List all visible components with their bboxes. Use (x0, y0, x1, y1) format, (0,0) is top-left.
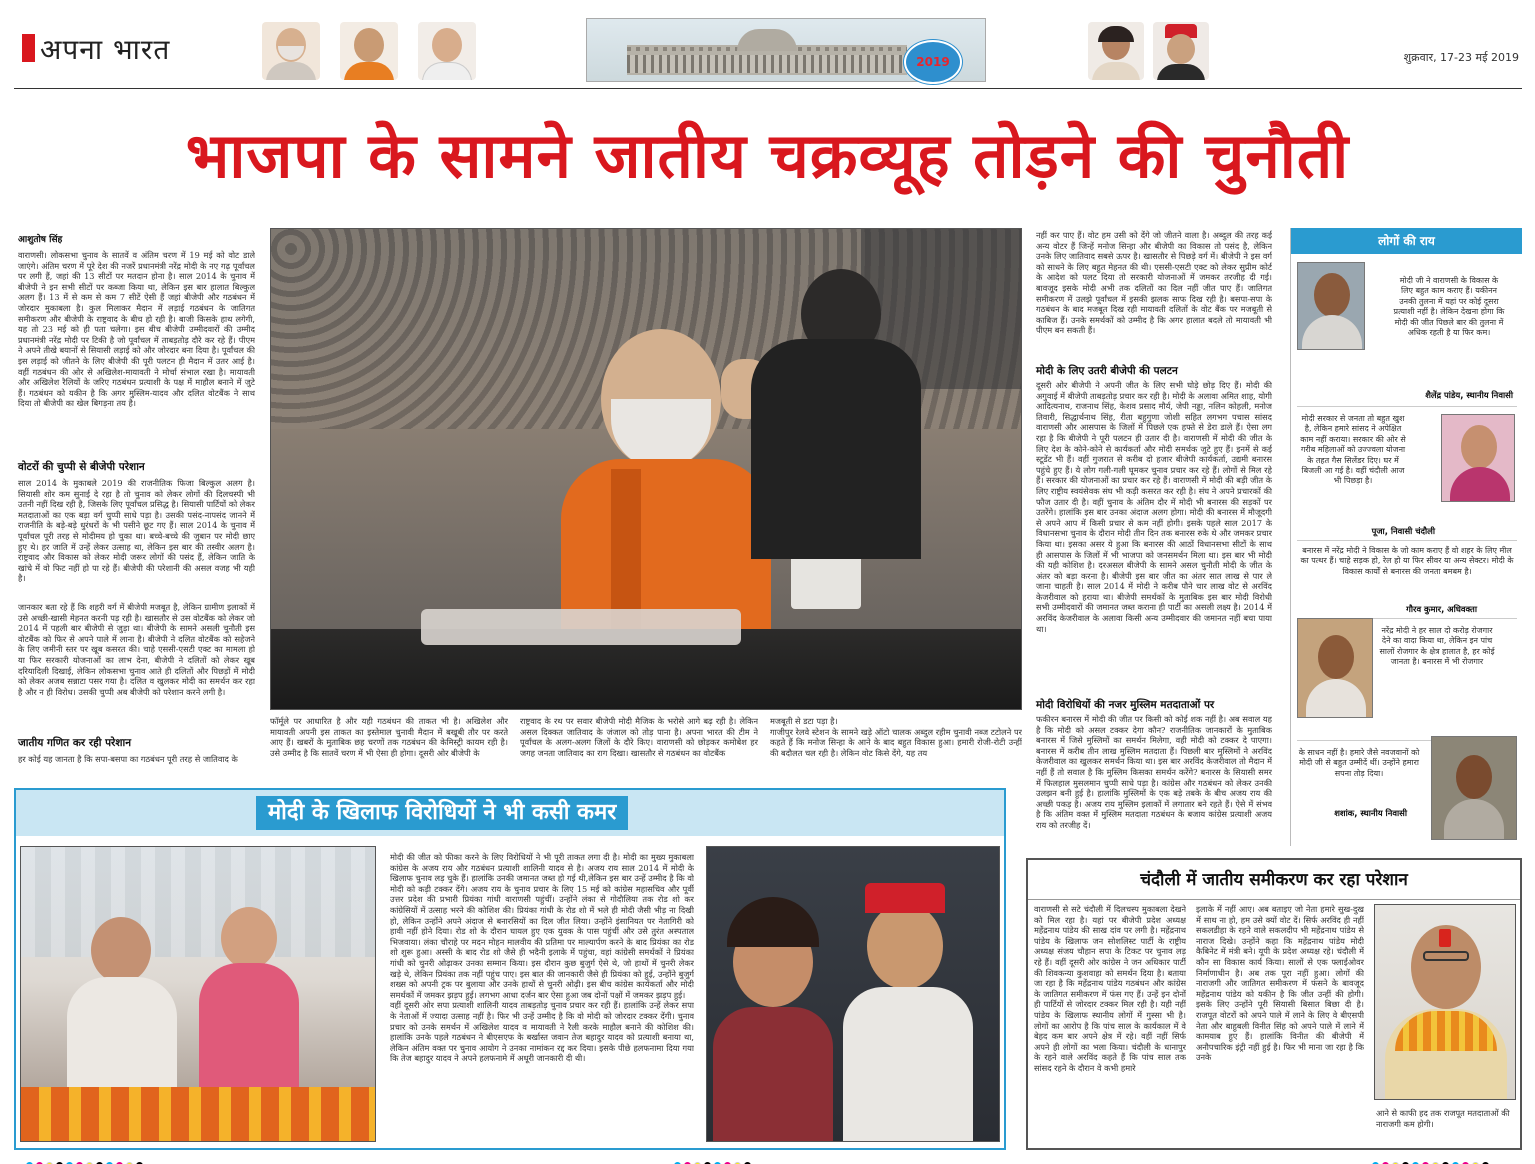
opinion-name-2: पूजा, निवासी चंदौली (1371, 526, 1435, 536)
leader-photo-2 (340, 22, 398, 80)
priyanka-roadshow-photo (20, 846, 376, 1142)
main-col1-para4: हर कोई यह जानता है कि सपा-बसपा का गठबंधन पूरी तरह से जातिवाद के (18, 754, 238, 764)
leader-photo-4 (1088, 22, 1144, 80)
opposition-title-band (16, 790, 1004, 836)
opinion-name-3: गौरव कुमार, अधिवक्ता (1406, 604, 1477, 614)
main-col3-para3: फकीरन बनारस में मोदी की जीत पर किसी को कोई शक नहीं है। अब सवाल यह है कि मोदी को असल टक्कर देगा कौन? राजनीतिक जानकारों के मुताबिक बनारस में जिसे मुस्लिमों का समर्थन मिलेगा, वही मोदी को टक्कर दे पाएगा। बनारस में करीब तीन लाख मुस्लिम मतदाता हैं। पिछली बार मुस्लिमों ने अरविंद केजरीवाल का खुलकर समर्थन किया था। इस बार अरविंद केजरीवाल तो मैदान में नहीं हैं तो सवाल है कि मुस्लिम किसका समर्थन करेंगे? बनारस के सियासी समर में फिलहाल मुसलमान चुप्पी साधे पड़ा है। कांग्रेस और गठबंधन को लेकर उनकी उलझन बनी हुई है। हालांकि मुस्लिमों के एक बड़े तबके के बीच अजय राय की अच्छी पकड़ है। अजय राय मुस्लिम इलाकों में लगातार बने रहते हैं। ऐसे में संभव है कि अंतिम वक्त में मुस्लिम मतदाता गठबंधन के बजाय कांग्रेस प्रत्याशी अजय राय को तरजीह दें। (1036, 714, 1272, 830)
main-col1-para3: जानकार बता रहे हैं कि शहरी वर्ग में बीजेपी मजबूत है, लेकिन ग्रामीण इलाकों में उसे अच्छी-खासी मेहनत करनी पड़ रही है। खासतौर से उस वोटबैंक को लेकर जो 2014 में पहली बार बीजेपी से जुड़ा था। बीजेपी के सामने असली चुनौती इस वोटबैंक को फिर से अपने पाले में लाना है। बीजेपी ने दलित वोटबैंक को सहेजने के लिए जमीनी स्तर पर खूब कसरत की। चाहे एससी-एसटी एक्ट का मामला हो या फिर सरकारी योजनाओं का लाभ देना, बीजेपी ने दलितों को लेकर खूब दरियादिली दिखाई, लेकिन लोकसभा चुनाव आते ही दलितों और पिछड़ों में मोदी को लेकर अजब सन्नाटा पसर गया है। दलित व खुलकर मोदी का समर्थन कर रहा है और न ही विरोध। उसकी चुप्पी अब बीजेपी को परेशान करने लगी है। (18, 602, 255, 697)
brand-name: अपना भारत (40, 33, 171, 66)
chandauli-caption: आने से काफी हद तक राजपूत मतदाताओं की नाराजगी कम होगी। (1376, 1108, 1510, 1129)
chandauli-col2: इलाके में नहीं आए। अब बताइए जो नेता हमारे सुख-दुख में साथ ना हो, हम उसे क्यों वोट दें। सिर्फ अरविंद ही नहीं सकलडीहा के रहने वाले सकलदीप भी महेंद्रनाथ पांडेय से नाराज दिखे। उन्होंने कहा कि महेंद्रनाथ पांडेय मोदी कैबिनेट में मंत्री बने। यूपी के प्रदेश अध्यक्ष रहे। चंदौली में कौन सा विकास कार्य किया। सालों से एक फ्लाईओवर निर्माणाधीन है। अब तक पूरा नहीं हुआ। लोगों की नाराजगी और जातिगत समीकरण में फंसने के बावजूद महेंद्रनाथ पांडेय को यकीन है कि जीत उन्हीं की होगी। इसके लिए उन्होंने पूरी सियासी बिसात बिछा दी है। राजपूत वोटरों को अपने पाले में लाने के लिए वे बीएसपी नेता और बाहुबली विनीत सिंह को अपने पाले में लाने में कामयाब हुए हैं। हालांकि विनीत की बीजेपी में अनौपचारिक इंट्री नहीं हुई है। फिर भी माना जा रहा है कि उनके (1196, 904, 1364, 1063)
opinion-quote-1: मोदी जी ने वाराणसी के विकास के लिए बहुत काम कराए हैं। यकीनन उनकी तुलना में यहां पर कोई दूसरा प्रत्याशी नहीं है। लेकिन देखना होगा कि मोदी की जीत पिछले बार की तुलना में अधिक रहती है या फिर कम। (1393, 276, 1505, 338)
main-strip-b: राष्ट्रवाद के रथ पर सवार बीजेपी मोदी मैजिक के भरोसे आगे बढ़ रही है। लेकिन असल दिक्कत जातिवाद के जंजाल को तोड़ पाना है। अपना भारत की टीम ने पूर्वांचल के अलग-अलग जिलों के दौरे किए। वाराणसी को छोड़कर कमोबेश हर जगह जनता जातिवाद का राग दिखा। खासतौर से गठबंधन का वोटबैंक (520, 716, 758, 758)
opinion-rule-2 (1297, 540, 1517, 541)
registration-marks-left (26, 1154, 146, 1162)
opinion-quote-3: बनारस में नरेंद्र मोदी ने विकास के जो काम कराए हैं वो शहर के लिए मील का पत्थर हैं। चाहे सड़क हो, रेल हो या फिर सीवर या अन्य सेक्टर। मोदी के विकास कार्यों से बनारस की जनता बमबम है। (1300, 546, 1514, 576)
chandauli-col1: वाराणसी से सटे चंदौली में दिलचस्प मुकाबला देखने को मिल रहा है। यहां पर बीजेपी प्रदेश अध्यक्ष महेंद्रनाथ पांडेय की साख दांव पर लगी है। महेंद्रनाथ पांडेय के खिलाफ जन सोशलिस्ट पार्टी के राष्ट्रीय अध्यक्ष संजय चौहान सपा के टिकट पर चुनाव लड़ रहे हैं। वहीं दूसरी ओर कांग्रेस ने जन अधिकार पार्टी की शिवकन्या कुशवाहा को समर्थन दिया है। बताया जा रहा है कि महेंद्रनाथ पांडेय गठबंधन और कांग्रेस के जातिगत समीकरण में फंस गए हैं। उन्हें इन दोनों ही पार्टियों से जोरदार टक्कर मिल रही है। यही नहीं पांडेय के खिलाफ स्थानीय लोगों में गुस्सा भी है। लोगों का आरोप है कि पांच साल के कार्यकाल में वे बेहद कम बार अपने क्षेत्र में रहे। वहीं नहीं सिर्फ अपने ही लोगों का भला किया। चंदौली के धानापुर के रहने वाले अरविंद कहते हैं कि पांच साल तक सांसद रहने के दौरान वे कभी हमारे (1034, 904, 1186, 1073)
akhilesh-shalini-photo (706, 846, 1000, 1142)
main-strip-a: फॉर्मूले पर आधारित है और यही गठबंधन की ताकत भी है। अखिलेश और मायावती अपनी इस ताकत का इस्तेमाल चुनावी मैदान में बखूबी तौर पर करते आए हैं। खबरों के मुताबिक छह चरणों तक गठबंधन की केमिस्ट्री कायम रही है। उसे उम्मीद है कि सातवें चरण में भी ऐसा ही होगा। दूसरी ओर बीजेपी के (270, 716, 508, 758)
subhead-muslim-voters: मोदी विरोधियों की नजर मुस्लिम मतदाताओं पर (1036, 699, 1215, 711)
subhead-caste-math: जातीय गणित कर रही परेशान (18, 737, 132, 749)
main-photo-modi-roadshow (270, 228, 1022, 710)
opinions-panel (1290, 228, 1522, 846)
opinions-title: लोगों की राय (1291, 228, 1522, 254)
leader-photo-5 (1153, 22, 1209, 80)
mahendranath-pandey-photo (1374, 904, 1516, 1100)
leader-photo-1 (262, 22, 320, 80)
masthead-rule (14, 88, 1522, 89)
opinion-photo-2 (1441, 414, 1515, 502)
main-strip-c: मजबूती से डटा पड़ा है। गाजीपुर रेलवे स्टेशन के सामने खड़े ऑटो चालक अब्दुल रहीम चुनावी नब्ज टटोलने पर कहते हैं कि मनोज सिन्हा के आने के बाद बहुत विकास हुआ। हमारी रोजी-रोटी उन्हीं की बदौलत चल रही है। लेकिन वोट किसे देंगे, यह तय (770, 716, 1022, 758)
subhead-bjp-platoon: मोदी के लिए उतरी बीजेपी की पलटन (1036, 365, 1178, 377)
opposition-text: मोदी की जीत को फीका करने के लिए विरोधियों ने भी पूरी ताकत लगा दी है। मोदी का मुख्य मुकाबला कांग्रेस के अजय राय और गठबंधन प्रत्याशी शालिनी यादव से है। अजय राय साल 2014 में मोदी के खिलाफ चुनाव लड़ चुके हैं। हालांकि उनकी जमानत जब्त हो गई थी,लेकिन इस बार उन्हें उम्मीद है कि वो मोदी को कड़ी टक्कर देंगे। अजय राय के चुनाव प्रचार के लिए 15 मई को कांग्रेस महासचिव और पूर्वी उत्तर प्रदेश की प्रभारी प्रियंका गांधी वाराणसी पहुंचीं। उन्होंने लंका से गोदौलिया तक रोड शो कर कांग्रेसियों में उत्साह भरने की कोशिश की। प्रियंका गांधी के रोड शो में भले ही मोदी जैसी भीड़ ना दिखी हो, लेकिन उन्होंने अपने अंदाज से बनारसियों का दिल जीत लिया। उन्होंने इंसानियत पर नेतागिरी को हावी नहीं होने दिया। रोड शो के दौरान घायल हुए एक युवक के पास पहुंचीं और उसे तुरंत अस्पताल भिजवाया। लंका चौराहे पर मदन मोहन मालवीय की प्रतिमा पर माल्यार्पण करने के बाद प्रियंका का रोड शो शुरू हुआ। अस्सी के बाद रोड शो जैसे ही भदैनी इलाके में पहुंचा, वहां कांग्रेसी समर्थकों ने प्रियंका गांधी को चुनरी ओढ़ाकर उनका सम्मान किया। इस दौरान कुछ बुजुर्ग ऐसे थे, जो हाथों में चुनरी लेकर खड़े थे, लेकिन प्रियंका तक नहीं पहुंच पाए। इस बात की जानकारी जैसे ही प्रियंका को हुई, उन्होंने बुजुर्ग शख्स को अपनी ट्रक पर बुलाया और उनके हाथों से चुनरी ओढ़ी। इस बीच कांग्रेस कार्यकर्ता और मोदी समर्थकों में जमकर झड़प हुई। लगभग आधा दर्जन बार ऐसा हुआ जब दोनों पक्षों में जमकर झड़प हुई। वहीं दूसरी ओर सपा प्रत्याशी शालिनी यादव ताबड़तोड़ चुनाव प्रचार कर रही हैं। हालांकि उन्हें लेकर सपा के नेताओं में ज्यादा उत्साह नहीं है। फिर भी उन्हें उम्मीद है कि वो मोदी को जोरदार टक्कर देंगी। चुनाव प्रचार को उनके समर्थन में अखिलेश यादव व मायावती ने रैली करके माहौल बनाने की कोशिश की। हालांकि उनके पहले गठबंधन ने बीएसएफ के बर्खास्त जवान तेज बहादुर यादव को प्रत्याशी बनाया था, लेकिन अंतिम वक्त पर चुनाव आयोग ने उनका नामांकन रद्द कर दिया। इसके पीछे हलफनामा दिया गया कि तेज बहादुर यादव ने अपने हलफनामे में अधूरी जानकारी दी थी। (390, 852, 694, 1064)
brand-red-block (22, 34, 35, 62)
main-col1-para2: साल 2014 के मुकाबले 2019 की राजनीतिक फिजा बिल्कुल अलग है। सियासी शोर कम सुनाई दे रहा है तो चुनाव को लेकर लोगों की दिलचस्पी भी उतनी नहीं दिख रही है, जिसके लिए पूर्वांचल प्रसिद्ध है। सियासी पार्टियों को लेकर मतदाताओं का एक बड़ा वर्ग चुप्पी साधे पड़ा है। उसकी पसंद-नापसंद जानने में राजनीति के बड़े-बड़े धुरंधरों के भी पसीने छूट गए हैं। साल 2014 के चुनाव में पूर्वांचल पूरी तरह से मोदीमय हो चुका था। बच्चे-बच्चे की जुबान पर मोदी छाए हुए थे। हर जाति में उन्हें लेकर उत्साह था, लेकिन इस बार की तस्वीर अलग है। राष्ट्रवाद और विकास को लेकर मोदी जरूर लोगों की पसंद हैं, लेकिन जाति के खांचे में वो फिट नहीं हो पा रहे हैं। बीजेपी की परेशानी की असल वजह भी यही है। (18, 478, 255, 584)
opinion-rule-1 (1297, 406, 1517, 407)
chandauli-title: चंदौली में जातीय समीकरण कर रहा परेशान (1028, 860, 1520, 900)
main-col1-para1: वाराणसी। लोकसभा चुनाव के सातवें व अंतिम चरण में 19 मई को वोट डाले जाएंगे। अंतिम चरण में पूरे देश की नजरें प्रधानमंत्री नरेंद्र मोदी के नए गढ़ पूर्वांचल पर लगी हैं, जहां की 13 सीटों पर मतदान होना है। साल 2014 के चुनाव में बीजेपी ने इन सभी सीटों पर कब्जा किया था, लेकिन इस बार हालात बिल्कुल अलग हैं। 13 में से कम से कम 7 सीटें ऐसी हैं जहां बीजेपी और गठबंधन में जोरदार मुकाबला है। कुल मिलाकर मैदान में लड़ाई गठबंधन के जातिगत समीकरण और बीजेपी के राष्ट्रवाद के बीच हो रही है। बाजी किसके हाथ लगेगी, यह तो 23 मई को ही पता चलेगा। इस बीच बीजेपी उम्मीदवारों की उम्मीद प्रधानमंत्री नरेंद्र मोदी पर टिकी है जो पूर्वांचल में ताबड़तोड़ दौरे कर रहे हैं। पीएम ने अपने तीखे बयानों से सियासी लड़ाई को और जोरदार बना दिया है। पूर्वांचल की इस लड़ाई को जीतने के लिए बीजेपी की पूरी पलटन ही मैदान में उतर आई है। वहीं गठबंधन की ओर से अखिलेश-मायावती ने मोर्चा संभाल रखा है। मायावती और अखिलेश रैलियों के जरिए गठबंधन प्रत्याशी के पक्ष में माहौल बनाने में जुटे हैं। गठबंधन को यकीन है कि अगर मुस्लिम-यादव और दलित वोटबैंक ने साथ दिया तो बीजेपी का खेल बिगड़ना तय है। (18, 250, 255, 409)
opinion-name-5: शशांक, स्थानीय निवासी (1334, 808, 1407, 818)
main-col3-para2: दूसरी ओर बीजेपी ने अपनी जीत के लिए सभी घोड़े छोड़ दिए हैं। मोदी की अगुवाई में बीजेपी ताबड़तोड़ प्रचार कर रही है। मोदी के अलावा अमित शाह, योगी आदित्यनाथ, राजनाथ सिंह, केशव प्रसाद मौर्य, जेपी नड्डा, नलिन कोहली, मनोज तिवारी, सिद्धार्थनाथ सिंह, रीता बहुगुणा जोशी सहित लगभग पचास सांसद वाराणसी और आसपास के जिलों में पिछले एक हफ्ते से डेरा डाले हैं। ऐसा लग रहा है कि बीजेपी ने पूरी पलटन ही उतार दी है। वाराणसी में मोदी की जीत के लिए देश के कोने-कोने से कार्यकर्ता और मोदी समर्थक जुटे हुए हैं। इनमें से कई स्टूडेंट भी हैं। वहीं गुजरात से करीब दो हजार बीजेपी कार्यकर्ता, उद्यमी बनारस पहुंचे हुए हैं। ये लोग गली-गली घूमकर चुनाव प्रचार कर रहे हैं। लोगों से मिल रहे हैं। सरकार की योजनाओं का प्रचार कर रहे हैं। वाराणसी में मोदी की बड़ी जीत के लिए राष्ट्रीय स्वयंसेवक संघ भी कड़ी कसरत कर रही है। संघ ने अपने प्रचारकों की फौज उतार दी है। वहीं चुनाव के अंतिम दौर में मोदी भी बनारस की सड़कों पर उतरेंगे। हालांकि इस बार उनका अंदाज अलग होगा। मोदी की बनारस में मौजूदगी से अपने आप में किसी प्रचार से कम नहीं होगी। इसके पहले साल 2017 के विधानसभा चुनाव के दौरान मोदी तीन दिन तक बनारस रुके थे और जमकर प्रचार किया था। इसका असर ये हुआ कि बनारस की आठों विधानसभा सीटों के साथ ही आसपास के जिलों में भी भाजपा को जनसमर्थन मिला था। इस बार भी मोदी की यही कोशिश है। दरअसल बीजेपी के सामने असल चुनौती मोदी के जीत के अंतर को बड़ा करना है। बीजेपी इस बार जीत का अंतर सात लाख से पार ले जाना चाहती है। साल 2014 में मोदी ने करीब पौने चार लाख वोट से अरविंद केजरीवाल को हराया था। बीजेपी समर्थकों के मुताबिक इस बार मोदी विरोधी सभी उम्मीदवारों की जमानत जब्त कराना ही पार्टी का असली लक्ष्य है। 2014 में अरविंद केजरीवाल के अलावा किसी अन्य उम्मीदवार की जमानत नहीं बचा पाया था। (1036, 380, 1272, 634)
opinion-quote-4: नरेंद्र मोदी ने हर साल दो करोड़ रोजगार देने का वादा किया था, लेकिन इन पांच सालों रोजगार के क्षेत्र हालात है, हर कोई जानता है। बनारस में भी रोजगार (1379, 626, 1495, 667)
opinion-rule-4 (1297, 740, 1447, 741)
opinion-quote-2: मोदी सरकार से जनता तो बहुत खुश है, लेकिन हमारे सांसद ने अपेक्षित काम नहीं कराया। सरकार की ओर से गरीब महिलाओं को उज्ज्वला योजना के तहत गैस सिलेंडर दिए। घर में बिजली आ गई है। वहीं चंदौली आज भी पिछड़ा है। (1300, 414, 1406, 486)
opinion-photo-1 (1297, 262, 1365, 350)
registration-marks-center (674, 1154, 754, 1162)
opinion-quote-5: के साधन नहीं है। हमारे जैसे नवजवानों को मोदी जी से बहुत उम्मीदें थीं। उन्होंने हमारा सपना तोड़ दिया। (1298, 748, 1420, 778)
election-2019-badge (904, 40, 962, 84)
opposition-title: मोदी के खिलाफ विरोधियों ने भी कसी कमर (256, 796, 628, 830)
leader-photo-3 (418, 22, 476, 80)
headline: भाजपा के सामने जातीय चक्रव्यूह तोड़ने की चुनौती (185, 119, 1350, 192)
main-col3-para1: नहीं कर पाए हैं। वोट हम उसी को देंगे जो जीतने वाला है। अब्दुल की तरह कई अन्य वोटर हैं जिन्हें मनोज सिन्हा और बीजेपी का विकास तो पसंद है, लेकिन उनके लिए जातिवाद सबसे ऊपर है। खासतौर से पिछड़े वर्ग में। बीजेपी ने इस वर्ग को साधने के लिए बहुत मेहनत की थी। एससी-एसटी एक्ट को लेकर सुप्रीम कोर्ट के आदेश को पलट दिया तो सरकारी योजनाओं में जमकर तरजीह दी गई। बावजूद इसके मोदी अभी तक दलितों का दिल नहीं जीत पाए हैं। जातिगत समीकरण में उलझे पूर्वांचल में इसकी झलक साफ दिख रही है। बसपा-सपा के गठबंधन के बाद मजबूत दिख रही मायावती दलितों के वोट बैंक पर मजबूती से काबिज हैं। उनके समर्थकों को उम्मीद है कि अगर हालात बदले तो मायावती भी पीएम बन सकती हैं। (1036, 230, 1272, 336)
election-year: 2019 (916, 55, 950, 69)
masthead (0, 0, 1535, 92)
subhead-voter-silence: वोटरों की चुप्पी से बीजेपी परेशान (18, 461, 145, 473)
opinion-photo-3 (1297, 618, 1373, 718)
registration-marks-right (1372, 1154, 1492, 1162)
opinion-photo-4 (1431, 736, 1517, 840)
byline: आशुतोष सिंह (18, 235, 63, 245)
opinion-name-1: शैलेंद्र पांडेय, स्थानीय निवासी (1425, 390, 1513, 400)
issue-date: शुक्रवार, 17-23 मई 2019 (1403, 51, 1519, 64)
